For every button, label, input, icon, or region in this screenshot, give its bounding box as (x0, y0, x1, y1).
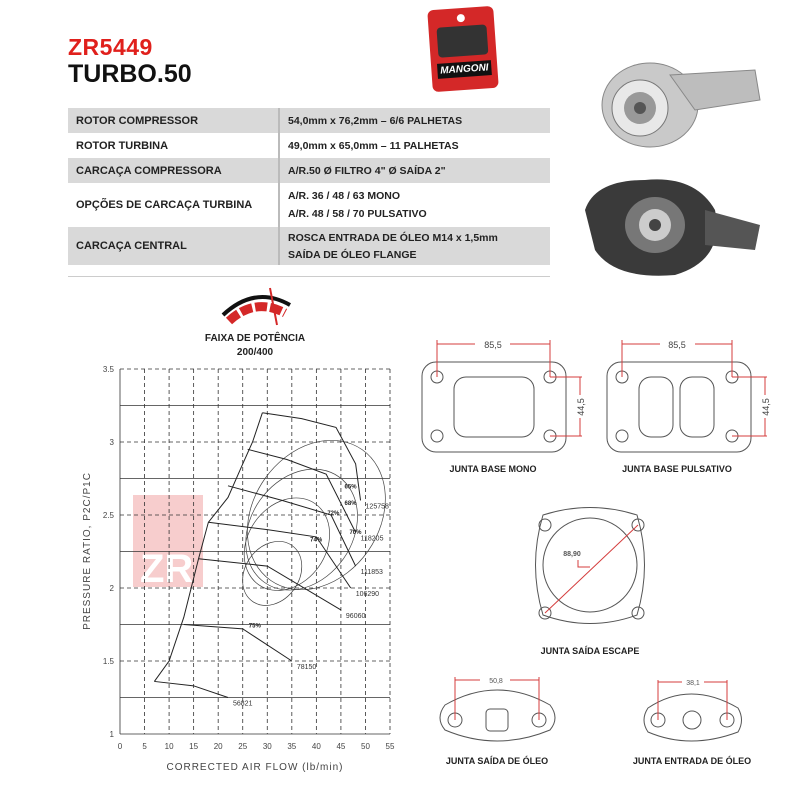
gasket-saida-oleo (440, 677, 555, 766)
y-tick-label: 2 (109, 584, 114, 593)
speed-line (248, 449, 356, 532)
x-tick-label: 40 (311, 742, 321, 751)
x-tick-label: 20 (213, 742, 223, 751)
spec-value: A/R.50 Ø FILTRO 4" Ø SAÍDA 2" (279, 158, 550, 183)
power-band-title: FAIXA DE POTÊNCIA (204, 333, 306, 344)
spec-label: CARCAÇA CENTRAL (68, 227, 279, 265)
speed-line-label: 78150 (296, 664, 317, 671)
dim-width: 50,8 (489, 678, 503, 685)
x-axis-label: CORRECTED AIR FLOW (lb/min) (166, 762, 344, 773)
gasket-saida-escape (536, 508, 645, 657)
product-model: TURBO.50 (68, 60, 192, 88)
watermark-text (140, 547, 347, 591)
efficiency-label: 70% (349, 529, 362, 536)
spec-label: ROTOR COMPRESSOR (68, 108, 279, 133)
speed-line-label: 96060 (345, 612, 366, 620)
speed-line-label: 125758 (365, 503, 389, 511)
dim-width: 85,5 (484, 340, 502, 350)
x-tick-label: 50 (361, 742, 370, 751)
spec-value: 49,0mm x 65,0mm – 11 PALHETAS (288, 139, 459, 152)
gasket-label: JUNTA SAÍDA ESCAPE (540, 646, 640, 656)
x-tick-label: 25 (238, 742, 248, 751)
dim-width: 85,5 (668, 340, 686, 350)
gaskets-diagram (400, 320, 800, 780)
spec-value: SAÍDA DE ÓLEO FLANGE (288, 248, 417, 261)
spec-label: CARCAÇA COMPRESSORA (68, 158, 279, 183)
spec-value: A/R. 48 / 58 / 70 PULSATIVO (288, 208, 427, 220)
dim-diameter: 88,90 (563, 551, 581, 558)
y-axis-label: PRESSURE RATIO, P2C/P1C (82, 472, 93, 630)
speed-line-label: 118205 (360, 535, 384, 543)
efficiency-label: 65% (344, 484, 357, 491)
y-tick-label: 3 (109, 438, 114, 447)
brand-tag-logo (427, 6, 499, 92)
turbo-photo (575, 60, 775, 290)
watermark-label: ZR TURBO (140, 547, 347, 591)
x-tick-label: 55 (385, 742, 395, 751)
spec-label: OPÇÕES DE CARCAÇA TURBINA (68, 183, 279, 227)
gasket-label: JUNTA BASE MONO (449, 464, 537, 474)
dim-height: 44,5 (761, 398, 771, 416)
brand-name: MANGONI (437, 60, 492, 79)
gasket-base-pulsativo (607, 340, 771, 474)
speed-line-label: 106290 (355, 591, 380, 598)
efficiency-label: 74% (310, 537, 323, 544)
x-tick-label: 30 (262, 742, 272, 751)
power-band-value: 200/400 (236, 347, 274, 358)
spec-value: A/R. 36 / 48 / 63 MONO (288, 190, 401, 202)
speed-line (184, 625, 292, 662)
gasket-base-mono (422, 340, 586, 474)
x-tick-label: 35 (287, 742, 297, 751)
gasket-label: JUNTA ENTRADA DE ÓLEO (632, 756, 752, 766)
speed-line-label: 56821 (233, 700, 253, 708)
dim-width: 38,1 (686, 680, 700, 687)
spec-value: ROSCA ENTRADA DE ÓLEO M14 x 1,5mm (288, 231, 498, 244)
efficiency-label: 75% (248, 623, 261, 630)
product-code: ZR5449 (68, 34, 153, 60)
spec-value: 54,0mm x 76,2mm – 6/6 PALHETAS (279, 108, 550, 133)
y-tick-label: 1 (109, 730, 114, 739)
dim-height: 44,5 (576, 398, 586, 416)
gasket-label: JUNTA SAÍDA DE ÓLEO (445, 756, 549, 766)
efficiency-label: 68% (344, 500, 357, 507)
efficiency-label: 72% (327, 511, 340, 517)
spec-label: ROTOR TURBINA (68, 133, 279, 158)
y-tick-label: 3.5 (102, 365, 114, 374)
y-tick-label: 2.5 (102, 511, 114, 520)
x-tick-label: 5 (142, 742, 147, 751)
x-tick-label: 10 (164, 742, 174, 751)
gasket-entrada-oleo (633, 680, 751, 766)
x-tick-label: 15 (189, 742, 199, 751)
speed-line-label: 111853 (360, 569, 383, 577)
x-tick-label: 45 (336, 742, 346, 751)
gasket-label: JUNTA BASE PULSATIVO (622, 464, 732, 474)
speed-line (154, 681, 228, 697)
x-tick-label: 0 (117, 742, 123, 751)
y-tick-label: 1.5 (102, 657, 114, 666)
